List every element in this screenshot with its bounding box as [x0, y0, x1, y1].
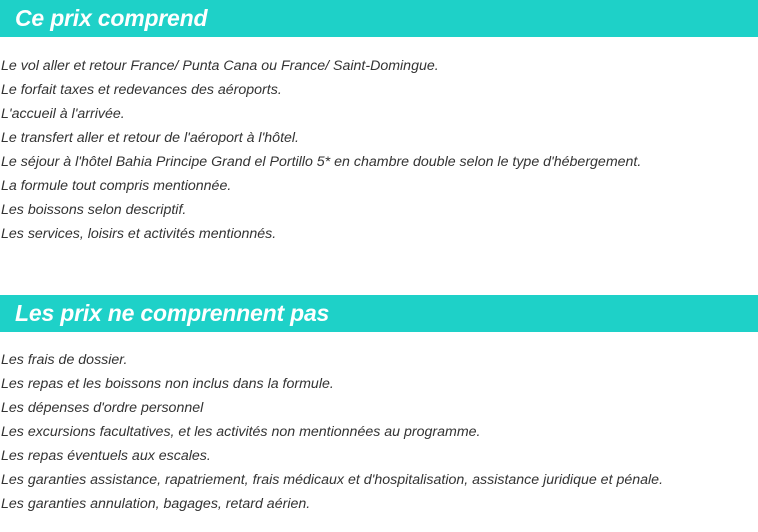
excludes-title: Les prix ne comprennent pas	[15, 300, 330, 326]
list-item: Le séjour à l'hôtel Bahia Principe Grand el Portillo 5* en chambre double selon le type d'hébergement.	[1, 154, 642, 170]
list-item: Les garanties assistance, rapatriement, frais médicaux et d'hospitalisation, assistance juridique et pénale.	[1, 472, 664, 488]
excludes-header	[0, 295, 758, 332]
list-item: Le transfert aller et retour de l'aéroport à l'hôtel.	[1, 130, 299, 146]
includes-title: Ce prix comprend	[15, 5, 208, 31]
includes-list	[0, 54, 641, 246]
list-item: Le vol aller et retour France/ Punta Cana ou France/ Saint-Domingue.	[1, 58, 439, 74]
list-item: Les repas éventuels aux escales.	[1, 448, 211, 464]
list-item: Les dépenses d'ordre personnel	[1, 400, 204, 416]
excludes-list	[0, 348, 663, 516]
list-item: L'accueil à l'arrivée.	[1, 106, 125, 122]
list-item: Le forfait taxes et redevances des aéroports.	[1, 82, 282, 98]
list-item: Les frais de dossier.	[1, 352, 128, 368]
list-item: La formule tout compris mentionnée.	[1, 178, 232, 194]
list-item: Les services, loisirs et activités mentionnés.	[1, 226, 277, 242]
list-item: Les excursions facultatives, et les activités non mentionnées au programme.	[1, 424, 481, 440]
list-item: Les boissons selon descriptif.	[1, 202, 187, 218]
includes-header	[0, 0, 758, 37]
list-item: Les garanties annulation, bagages, retard aérien.	[1, 496, 311, 512]
list-item: Les repas et les boissons non inclus dans la formule.	[1, 376, 334, 392]
